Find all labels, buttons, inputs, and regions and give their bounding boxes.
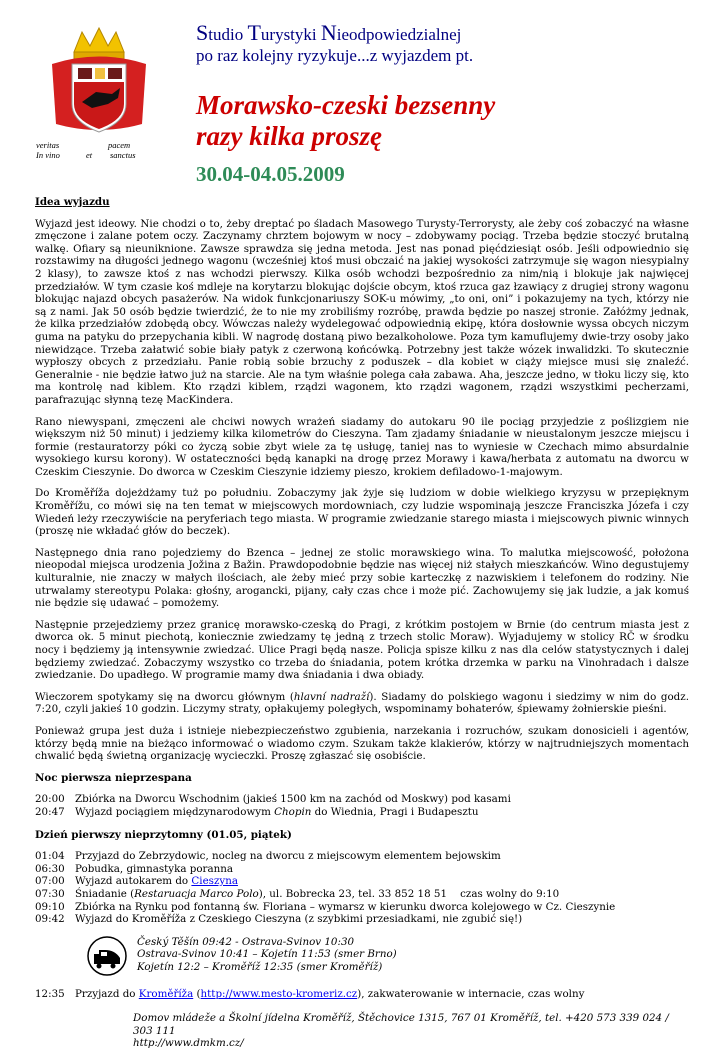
schedule-day1 [35, 850, 689, 926]
schedule-row: 06:30 Pobudka, gimnastyka poranna [35, 862, 234, 875]
section-heading-day1: Dzień pierwszy nieprzytomny (01.05, piątek) [35, 828, 292, 841]
accommodation-address: Domov mládeže a Školní jídelna Kroměříž, Štěchovice 1315, 767 01 Kroměříž, tel. +420 573 339 024 / 303 111 http://www.dmkm.cz/ [133, 1012, 669, 1050]
trip-title: Morawsko-czeski bezsenny razy kilka proszę [196, 90, 496, 151]
schedule-row: 12:35 Przyjazd do Kroměříža (http://www.mesto-kromeriz.cz), zakwaterowanie w internacie, czas wolny [35, 987, 585, 1000]
schedule-row: 01:04 Przyjazd do Zebrzydowic, nocleg na dworcu z miejscowym elementem bejowskim [35, 850, 501, 863]
paragraph: Wyjazd jest ideowy. Nie chodzi o to, żeby dreptać po śladach Masowego Turysty-Terrorysty, ale żeby coś zobaczyć na własne zmęczone i zalane potem oczy. Zaczynamy chrztem bojowym w nocy – zdobywamy pociąg. Trzeba będzie stoczyć brutalną walkę. Ofiary są nieuniknione. Zawsze sprawdza się jedna metoda. Jest nas ponad pięćdziesiąt osób. Jeśli odpowiednio się rozstawimy na długości jednego wagonu (wcześniej ktoś musi obczaić na jakiej wysokości zatrzymuje się wagon niesypialny 2 klasy), to zawsze ktoś z nas wchodzi pierwszy. Kilka osób wchodzi bezpośrednio za nim/nią i blokuje jak najwięcej przedziałów. W tym czasie koś mdleje na korytarzu blokując dojście obcym, ktoś rzuca gaz łzawiący z drugiej strony wagonu blokując najazd obcych pasażerów. Na widok funkcjonariuszy SOK-u mówimy, „to oni, oni” i pokazujemy na tych, którzy nie są z nami. Jak 50 osób będzie twierdzić, że to nie my zrobiliśmy rozróbę, prawda będzie po naszej stronie. Załóżmy jednak, że kilka przedziałów zdobędą obcy. Wówczas należy wydelegować odpowiednią ekipę, która dosłownie wyssa obcych niczym guma na patyku do przepychania kibli. W nagrodę dostaną piwo bezalkoholowe. Poza tym kamuflujemy dwie-trzy osoby jako niewidzące. Trzeba załatwić sobie biały patyk z czerwoną końcówką. Potrzebny jest także wózek inwalidzki. To skutecznie wypłoszy obcych z przedziału. Panie robią sobie brzuchy z poduszek – dla kobiet w ciąży miejsce musi się znaleźć. Generalnie - nie będzie łatwo już na starcie. Ale na tym właśnie polega cała zabawa. Aha, jeszcze jedno, w tłoku liczy się, kto ma kontrolę nad kiblem. Kto rządzi kiblem, rządzi wagonem, kto rządzi wagonem, rządzi wszystkimi pecherzami, parafrazując słynną tezę MacKindera. [35, 217, 689, 406]
organization-name: Studio Turystyki Nieodpowiedzialnej [196, 20, 462, 45]
schedule-row: 09:42 Wyjazd do Kroměříža z Czeskiego Cieszyna (z szybkimi przesiadkami, nie zgubić się!) [35, 913, 523, 926]
section-heading-idea: Idea wyjazdu [35, 196, 110, 208]
schedule-night [35, 793, 689, 818]
trip-dates: 30.04-04.05.2009 [196, 162, 345, 186]
paragraph: Następnie przejedziemy przez granicę morawsko-czeską do Pragi, z krótkim postojem w Brnie (do centrum miasta jest z dworca ok. 5 minut piechotą, koniecznie zwiedzamy tę jedną z trzech stolic Moraw). Wyjadujemy w stolicy RČ w środku nocy i będziemy ją intensywnie zwiedzać. Ulice Pragi będą nasze. Policja spisze kilku z nas dla celów statystycznych i dalej będziemy zwiedzać. Zobaczymy wszystko co trzeba do śniadania, potem krótka drzemka w parku na Vinohradach i dalsze zwiedzanie. Do upadłego. W programie mamy dwa śniadania i dwa obiady. [35, 618, 689, 682]
train-schedule: Český Těšín 09:42 - Ostrava-Svinov 10:30 Ostrava-Svinov 10:41 – Kojetín 11:53 (smer Brno) Kojetín 12:2 – Kroměříž 12:35 (smer Kroměříž) [137, 935, 397, 973]
train-icon [87, 936, 127, 976]
schedule-row: 07:30 Śniadanie (Restaruacja Marco Polo), ul. Bobrecka 23, tel. 33 852 18 51 czas wolny do 9:10 [35, 887, 560, 900]
motto-left-2: In vino [36, 150, 60, 160]
motto-right-2: sanctus [110, 150, 136, 160]
paragraph: Wieczorem spotykamy się na dworcu głównym (hlavní nadraží). Siadamy do polskiego wagonu i siedzimy w nim do godz. 7:20, czyli jakieś 10 godzin. Liczymy straty, opłakujemy poległych, wspominamy bohaterów, śpiewamy żołnierskie pieśni. [35, 690, 689, 716]
motto-right-1: pacem [108, 140, 131, 150]
kromeriz-link[interactable]: Kroměříža [138, 987, 194, 1000]
motto-left-1: veritas [36, 140, 60, 150]
train-connection [87, 936, 689, 976]
paragraph: Ponieważ grupa jest duża i istnieje niebezpieczeństwo zgubienia, narzekania i rozruchów, szukam donosicieli i agentów, którzy będą mnie na bieżąco informować o wiadomo czym. Szukam także klakierów, którzy w najtrudniejszych momentach chwalić będą świetną organizację wycieczki. Proszę zgłaszać się osobiście. [35, 724, 689, 763]
crown-icon [74, 28, 124, 52]
schedule-row: 20:00 Zbiórka na Dworcu Wschodnim (jakieś 1500 km na zachód od Moskwy) pod kasami [35, 793, 511, 806]
organization-tagline: po raz kolejny ryzykuje...z wyjazdem pt. [196, 46, 474, 65]
section-heading-night: Noc pierwsza nieprzespana [35, 771, 192, 784]
motto-mid-2: et [86, 150, 93, 160]
coat-of-arms-logo [34, 24, 164, 164]
paragraph: Do Kroměříža dojeżdżamy tuż po południu. Zobaczymy jak żyje się ludziom w dobie wielkiego kryzysu w przepięknym Kroměřížu, co mówi się na ten temat w miejscowych mordowniach, czy ludzie wspominają jeszcze Franciszka Józefa i czy Wiedeń leży rzeczywiście na peryferiach tego miasta. W programie zwiedzanie starego miasta i miejscowych piwnic winnych (proszę nie wkładać głów do beczek). [35, 487, 689, 538]
schedule-row: 20:47 Wyjazd pociągiem międzynarodowym Chopin do Wiednia, Pragi i Budapesztu [35, 805, 479, 818]
cieszyn-link[interactable]: Cieszyna [191, 875, 238, 888]
organization-header [196, 22, 473, 66]
schedule-row: 07:00 Wyjazd autokarem do Cieszyna [35, 875, 238, 888]
schedule-row: 09:10 Zbiórka na Rynku pod fontanną św. Floriana – wymarsz w kierunku dworca kolejowego w Cz. Cieszynie [35, 900, 616, 913]
paragraph: Rano niewyspani, zmęczeni ale chciwi nowych wrażeń siadamy do autokaru 90 ile pociąg przyjedzie z poślizgiem nie większym niż 50 minut) i jedziemy kilka kilometrów do Cieszyna. Tam zjadamy śniadanie w nieustalonym jeszcze miejscu i formie (restauratorzy póki co życzą sobie zbyt wiele za tę usługę, taniej nas to wyniesie w Czechach mimo absurdalnie wysokiego kursu korony). W ostateczności będą kanapki na drogę przez Morawy i kawa/herbata z automatu na dworcu w Czeskim Cieszynie. Do dworca w Czeskim Cieszynie idziemy pieszo, krokiem defiladowo-1-majowym. [35, 415, 689, 478]
document-body [35, 196, 689, 1050]
paragraph: Następnego dnia rano pojedziemy do Bzenca – jednej ze stolic morawskiego wina. To malutka miejscowość, położona nieopodal miejsca urodzenia Jožina z Bažin. Prawdopodobnie będzie nas więcej niż stałych mieszkańców. Wino degustujemy kulturalnie, nie znaczy w małych ilościach, ale żeby mieć przy sobie karteczkę z nazwiskiem i telefonem do rodziny. Nie utrwalamy stereotypu Polaka: głośny, arogancki, pijany, cały czas chce i może pić. Zachowujemy się jak ludzie, a jak komuś nie będzie się udawać – pomożemy. [35, 546, 689, 610]
kromeriz-website-link[interactable]: http://www.mesto-kromeriz.cz [200, 987, 358, 1000]
